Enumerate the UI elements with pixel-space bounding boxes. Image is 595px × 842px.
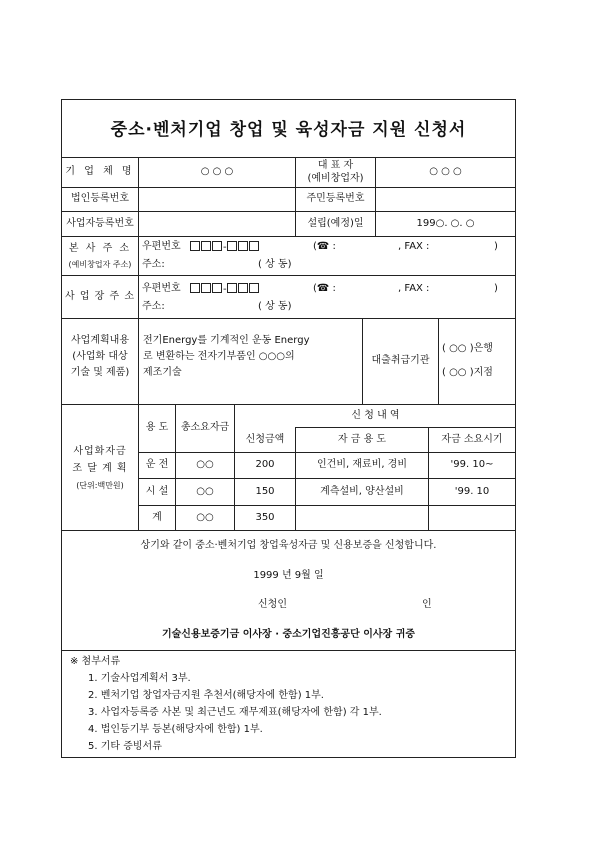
established-label: 설립(예정)일 bbox=[307, 218, 364, 229]
vline bbox=[138, 157, 139, 530]
applicant-label: 신청인 bbox=[258, 599, 287, 610]
seal-label: 인 bbox=[422, 599, 432, 610]
postal-box bbox=[212, 241, 222, 251]
row-use: 운 전 bbox=[145, 459, 169, 470]
row-purpose: 계측설비, 양산설비 bbox=[320, 486, 404, 497]
hline bbox=[61, 187, 516, 188]
postal-box bbox=[238, 283, 248, 293]
hline bbox=[61, 650, 516, 651]
fund-label-sub: 조 달 계 획 bbox=[72, 463, 128, 474]
fund-unit-label: (단위:백만원) bbox=[76, 481, 124, 490]
row-use: 계 bbox=[152, 512, 162, 523]
postal-box bbox=[201, 283, 211, 293]
attachment-item: 2. 벤처기업 창업자금지원 추천서(해당자에 한함) 1부. bbox=[88, 690, 324, 701]
branch-name: ( ○○ )지점 bbox=[442, 367, 493, 378]
site-postal-label: 우편번호 bbox=[142, 283, 181, 294]
col-use-header: 용 도 bbox=[145, 422, 169, 433]
postal-dash: - bbox=[223, 242, 227, 253]
postal-box bbox=[227, 241, 237, 251]
hq-address-label: 주소: bbox=[142, 259, 165, 270]
plan-label: 사업계획내용 bbox=[71, 335, 129, 346]
plan-text-line: 제조기술 bbox=[143, 367, 182, 378]
row-use: 시 설 bbox=[145, 486, 169, 497]
hq-fax-label: , FAX : bbox=[398, 241, 430, 252]
hline bbox=[61, 236, 516, 237]
outer-border-right bbox=[515, 99, 516, 758]
plan-label-sub: 기술 및 제품) bbox=[70, 367, 130, 378]
plan-text-line: 전기Energy를 기계적인 운동 Energy bbox=[143, 335, 310, 346]
outer-border-bottom bbox=[61, 757, 516, 758]
addressee: 기술신용보증기금 이사장 · 중소기업진흥공단 이사장 귀중 bbox=[161, 629, 416, 640]
attachment-item: 4. 법인등기부 등본(해당자에 한함) 1부. bbox=[88, 724, 263, 735]
hq-dong-label: ( 상 동) bbox=[258, 259, 292, 270]
postal-box bbox=[190, 283, 200, 293]
row-total: ○○ bbox=[196, 512, 214, 523]
postal-box bbox=[201, 241, 211, 251]
plan-text-line: 로 변환하는 전자기부품인 ○○○의 bbox=[143, 351, 295, 362]
row-total: ○○ bbox=[196, 459, 214, 470]
col-purpose-header: 자 금 용 도 bbox=[337, 434, 387, 445]
hq-postal-label: 우편번호 bbox=[142, 241, 181, 252]
col-request-header: 신 청 내 역 bbox=[351, 410, 400, 421]
row-total: ○○ bbox=[196, 486, 214, 497]
postal-box bbox=[249, 283, 259, 293]
hline bbox=[138, 452, 516, 453]
established-value: 199○. ○. ○ bbox=[416, 218, 475, 229]
site-close-paren: ) bbox=[494, 283, 498, 294]
hline bbox=[61, 157, 516, 158]
row-amount: 350 bbox=[255, 512, 275, 523]
representative-value: ○ ○ ○ bbox=[429, 166, 462, 177]
hline bbox=[138, 505, 516, 506]
form-title: 중소·벤처기업 창업 및 육성자금 지원 신청서 bbox=[110, 120, 467, 140]
hline bbox=[138, 478, 516, 479]
declaration-text: 상기와 같이 중소·벤처기업 창업육성자금 및 신용보증을 신청합니다. bbox=[140, 540, 437, 551]
representative-label: 대 표 자 bbox=[317, 160, 354, 171]
row-amount: 200 bbox=[255, 459, 275, 470]
attachment-item: 1. 기술사업계획서 3부. bbox=[88, 673, 191, 684]
site-address-label: 주소: bbox=[142, 301, 165, 312]
col-timing-header: 자금 소요시기 bbox=[441, 434, 503, 445]
site-phone-label: (☎ : bbox=[313, 283, 336, 294]
site-dong-label: ( 상 동) bbox=[258, 301, 292, 312]
site-fax-label: , FAX : bbox=[398, 283, 430, 294]
row-timing: '99. 10 bbox=[454, 486, 490, 497]
hline bbox=[61, 404, 516, 405]
postal-box bbox=[249, 241, 259, 251]
row-timing: '99. 10~ bbox=[450, 459, 494, 470]
row-purpose: 인건비, 재료비, 경비 bbox=[317, 459, 407, 470]
attachments-title: ※ 첨부서류 bbox=[70, 656, 121, 667]
hline bbox=[61, 275, 516, 276]
outer-border-top bbox=[61, 99, 516, 100]
hline bbox=[61, 318, 516, 319]
representative-sublabel: (예비창업자) bbox=[307, 173, 364, 184]
site-postal-boxes bbox=[190, 283, 260, 296]
company-name-label: 기 업 체 명 bbox=[65, 166, 135, 177]
corp-reg-label: 법인등록번호 bbox=[71, 193, 129, 204]
attachment-item: 5. 기타 증빙서류 bbox=[88, 741, 162, 752]
col-amount-header: 신청금액 bbox=[245, 434, 285, 445]
loan-bank-label: 대출취급기관 bbox=[371, 355, 430, 366]
hline bbox=[61, 211, 516, 212]
postal-box bbox=[190, 241, 200, 251]
date-line: 1999 년 9월 일 bbox=[253, 570, 324, 581]
company-name-value: ○ ○ ○ bbox=[200, 166, 234, 177]
hq-close-paren: ) bbox=[494, 241, 498, 252]
postal-box bbox=[212, 283, 222, 293]
attachment-item: 3. 사업자등록증 사본 및 최근년도 재무제표(해당자에 한함) 각 1부. bbox=[88, 707, 382, 718]
vline bbox=[438, 318, 439, 404]
col-total-header: 총소요자금 bbox=[180, 422, 230, 433]
hq-sublabel: (예비창업자 주소) bbox=[68, 260, 132, 269]
fund-label: 사업화자금 bbox=[73, 446, 127, 457]
postal-box bbox=[227, 283, 237, 293]
row-amount: 150 bbox=[255, 486, 275, 497]
hq-label: 본 사 주 소 bbox=[68, 243, 132, 254]
bank-name: ( ○○ )은행 bbox=[442, 343, 493, 354]
business-reg-label: 사업자등록번호 bbox=[66, 218, 134, 229]
plan-label-sub: (사업화 대상 bbox=[72, 351, 128, 362]
resident-reg-label: 주민등록번호 bbox=[306, 193, 365, 204]
hline bbox=[61, 530, 516, 531]
site-label: 사 업 장 주 소 bbox=[64, 291, 135, 302]
hline bbox=[295, 427, 516, 428]
hq-postal-boxes bbox=[190, 241, 260, 254]
hq-phone-label: (☎ : bbox=[313, 241, 336, 252]
postal-box bbox=[238, 241, 248, 251]
postal-dash: - bbox=[223, 284, 227, 295]
